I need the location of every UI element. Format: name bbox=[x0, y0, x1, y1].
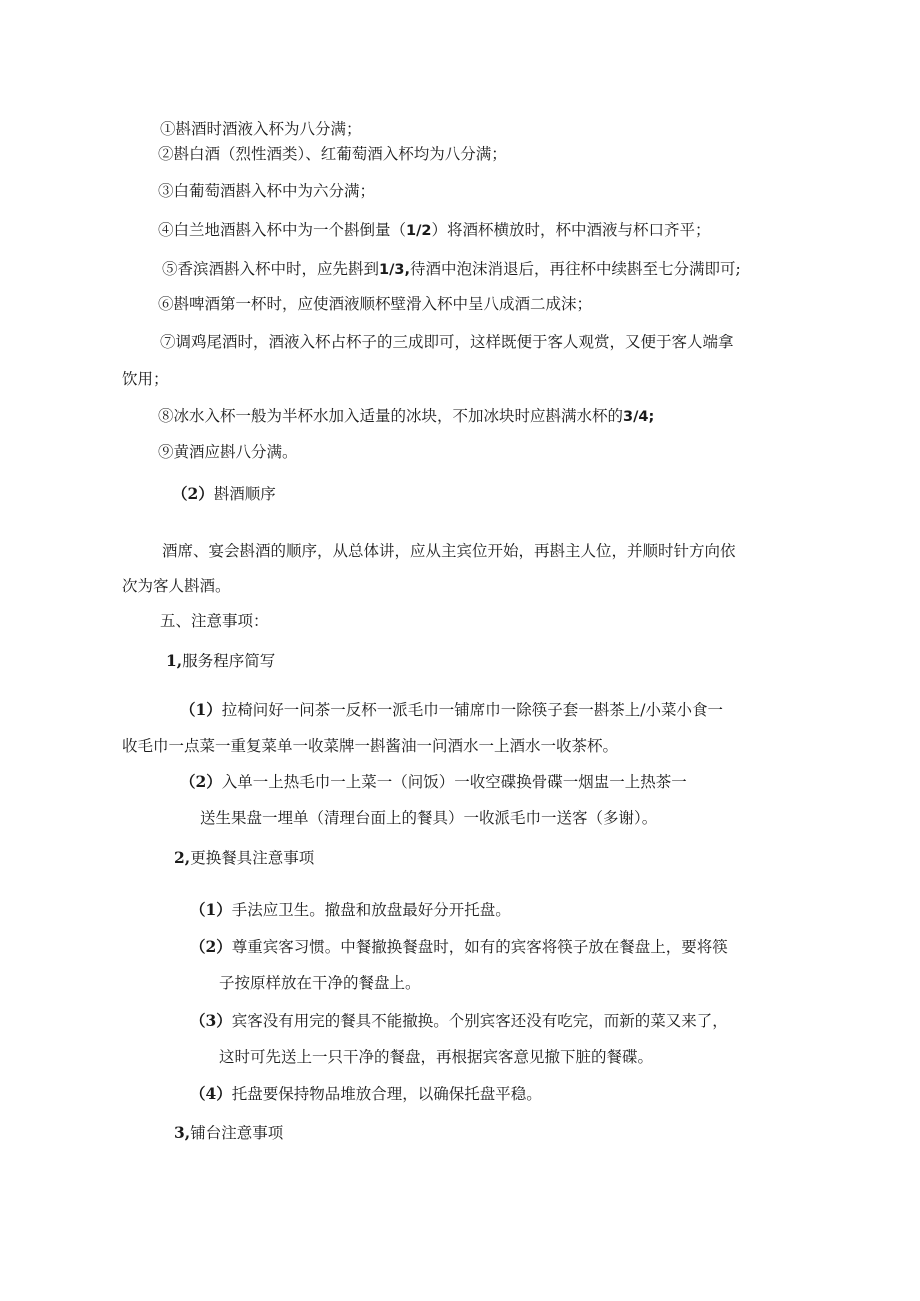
subsection-1-heading: 1,服务程序简写 bbox=[166, 651, 276, 670]
pour-item-4: ④白兰地酒斟入杯中为一个斟倒量（1/2）将酒杯横放时，杯中酒液与杯口齐平； bbox=[158, 221, 711, 239]
pour-order-para: 酒席、宴会斟酒的顺序，从总体讲，应从主宾位开始，再斟主人位，并顺时针方向依 bbox=[162, 542, 736, 560]
subsection-2-heading: 2,更换餐具注意事项 bbox=[174, 848, 315, 867]
pour-order-para-cont: 次为客人斟酒。 bbox=[122, 577, 231, 595]
procedure-2: （2）入单一上热毛巾一上菜一（问饭）一收空碟换骨碟一烟盅一上热茶一 bbox=[180, 772, 687, 791]
pour-item-7: ⑦调鸡尾酒时，酒液入杯占杯子的三成即可，这样既便于客人观赏，又便于客人端拿 bbox=[160, 333, 734, 351]
caution-1: （1）手法应卫生。撤盘和放盘最好分开托盘。 bbox=[190, 900, 511, 919]
pour-item-3 bbox=[158, 181, 375, 201]
procedure-1: （1）拉椅问好一问茶一反杯一派毛巾一铺席巾一除筷子套一斟茶上/小菜小食一 bbox=[180, 700, 724, 719]
pour-item-3-text: ③白葡萄酒斟入杯中为六分满； bbox=[158, 182, 376, 200]
pour-item-1-text: ①斟酒时酒液入杯为八分满； bbox=[160, 120, 362, 138]
subsection-3-heading: 3,铺台注意事项 bbox=[174, 1123, 284, 1142]
caution-4: （4）托盘要保持物品堆放合理，以确保托盘平稳。 bbox=[190, 1084, 542, 1103]
procedure-1-cont: 收毛巾一点菜一重复菜单一收菜牌一斟酱油一问酒水一上酒水一收茶杯。 bbox=[122, 737, 619, 755]
pour-item-5: ⑤香滨酒斟入杯中时，应先斟到1/3,待酒中泡沫消退后，再往杯中续斟至七分满即可; bbox=[162, 260, 741, 278]
pour-item-6: ⑥斟啤酒第一杯时，应使酒液顺杯壁滑入杯中呈八成酒二成沫； bbox=[158, 295, 593, 313]
section-5-title: 五、注意事项： bbox=[160, 612, 269, 630]
pour-order-heading: （2）斟酒顺序 bbox=[172, 484, 276, 503]
pour-item-2-text: ②斟白酒（烈性酒类）、红葡萄酒入杯均为八分满； bbox=[158, 145, 507, 163]
caution-3-cont: 这时可先送上一只干净的餐盘，再根据宾客意见撤下脏的餐碟。 bbox=[219, 1048, 654, 1066]
caution-3: （3）宾客没有用完的餐具不能撤换。个别宾客还没有吃完，而新的菜又来了， bbox=[190, 1011, 728, 1030]
caution-2-cont: 子按原样放在干净的餐盘上。 bbox=[219, 974, 421, 992]
pour-item-8: ⑧冰水入杯一般为半杯水加入适量的冰块，不加冰块时应斟满水杯的3/4; bbox=[158, 407, 655, 425]
fraction-three-quarters: 3/4; bbox=[623, 409, 655, 425]
fraction-third: 1/3, bbox=[379, 262, 410, 278]
caution-2: （2）尊重宾客习惯。中餐撤换餐盘时，如有的宾客将筷子放在餐盘上，要将筷 bbox=[190, 937, 728, 956]
pour-item-2 bbox=[158, 144, 507, 164]
fraction-half: 1/2 bbox=[406, 223, 432, 239]
procedure-2-cont: 送生果盘一埋单（清理台面上的餐具）一收派毛巾一送客（多谢）。 bbox=[200, 809, 658, 827]
pour-item-1 bbox=[160, 119, 362, 139]
pour-item-7-cont: 饮用； bbox=[122, 370, 169, 388]
pour-item-9: ⑨黄酒应斟八分满。 bbox=[158, 443, 298, 461]
